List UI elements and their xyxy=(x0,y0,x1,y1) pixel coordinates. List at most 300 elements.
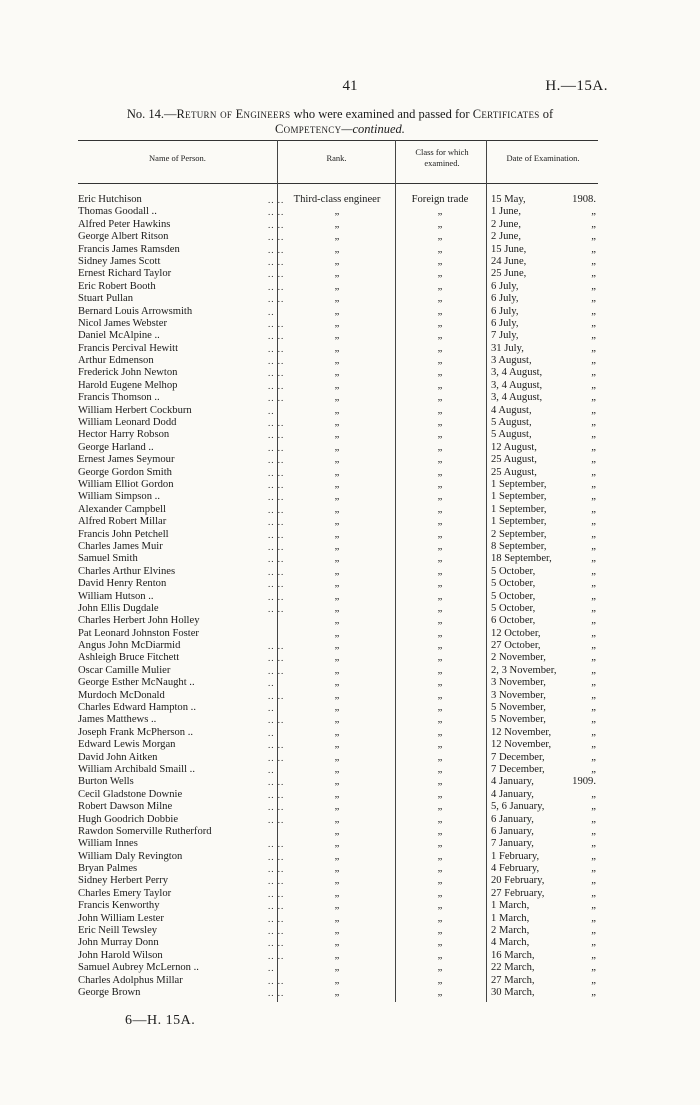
exam-year: „ xyxy=(591,441,596,453)
exam-date: 6 July, xyxy=(491,305,519,317)
class-cell: „ xyxy=(437,243,443,255)
exam-year: 1909. xyxy=(572,776,596,788)
class-cell: „ xyxy=(437,454,443,466)
rank-cell: „ xyxy=(334,553,340,565)
person-name: Joseph Frank McPherson .. xyxy=(78,726,194,738)
table-row xyxy=(0,975,700,987)
person-name: Thomas Goodall .. xyxy=(78,206,157,218)
rank-cell: „ xyxy=(334,763,340,775)
exam-year: „ xyxy=(591,640,596,652)
table-row xyxy=(0,541,700,553)
table-row xyxy=(0,429,700,441)
exam-date: 30 March, xyxy=(491,987,535,998)
class-cell: „ xyxy=(437,255,443,267)
class-cell: „ xyxy=(437,268,443,280)
person-name: William Archibald Smaill .. xyxy=(78,763,195,775)
rank-cell: „ xyxy=(334,702,340,714)
title-competency: Competency xyxy=(275,122,342,136)
table-row xyxy=(0,442,700,454)
person-name: Ernest James Seymour xyxy=(78,454,175,466)
exam-date: 5 August, xyxy=(491,417,532,429)
class-cell: „ xyxy=(437,565,443,577)
exam-year: 1908. xyxy=(572,194,596,205)
table-row xyxy=(0,764,700,776)
leader-dots: .. .. xyxy=(268,715,285,726)
person-name: Eric Hutchison xyxy=(78,194,142,205)
title-prefix: No. 14.— xyxy=(126,107,177,121)
rank-cell: „ xyxy=(334,875,340,887)
rank-cell: „ xyxy=(334,974,340,986)
exam-date: 3 November, xyxy=(491,689,546,701)
exam-date: 25 June, xyxy=(491,268,527,280)
class-cell: „ xyxy=(437,330,443,342)
leader-dots: .. .. xyxy=(268,690,285,701)
rank-cell: „ xyxy=(334,590,340,602)
class-cell: „ xyxy=(437,887,443,899)
person-name: John Harold Wilson xyxy=(78,949,163,961)
exam-date: 25 August, xyxy=(491,454,537,466)
person-name: George Esther McNaught .. xyxy=(78,677,195,689)
rank-cell: „ xyxy=(334,838,340,850)
table-row xyxy=(0,628,700,640)
table-row xyxy=(0,838,700,850)
rank-cell: „ xyxy=(334,850,340,862)
person-name: Francis Kenworthy xyxy=(78,900,160,912)
rank-cell: „ xyxy=(334,392,340,404)
table-row xyxy=(0,603,700,615)
exam-year: „ xyxy=(591,689,596,701)
class-cell: „ xyxy=(437,739,443,751)
exam-date: 27 February, xyxy=(491,887,545,899)
person-name: John Ellis Dugdale xyxy=(78,602,159,614)
person-name: Robert Dawson Milne xyxy=(78,801,173,813)
class-cell: „ xyxy=(437,664,443,676)
person-name: Samuel Smith xyxy=(78,553,138,565)
leader-dots: .. .. xyxy=(268,938,285,949)
rank-cell: „ xyxy=(334,863,340,875)
rank-cell: Third-class engineer xyxy=(293,194,381,205)
leader-dots: .. xyxy=(268,678,275,689)
class-cell: „ xyxy=(437,404,443,416)
class-cell: „ xyxy=(437,305,443,317)
exam-year: „ xyxy=(591,590,596,602)
leader-dots: .. .. xyxy=(268,517,285,528)
exam-year: „ xyxy=(591,516,596,528)
table-row xyxy=(0,318,700,330)
rank-cell: „ xyxy=(334,602,340,614)
exam-year: „ xyxy=(591,912,596,924)
leader-dots: .. .. xyxy=(268,368,285,379)
leader-dots: .. .. xyxy=(268,579,285,590)
exam-date: 3, 4 August, xyxy=(491,367,543,379)
table-row xyxy=(0,467,700,479)
rank-cell: „ xyxy=(334,627,340,639)
person-name: William Herbert Cockburn xyxy=(78,404,192,416)
exam-year: „ xyxy=(591,268,596,280)
rank-cell: „ xyxy=(334,689,340,701)
exam-year: „ xyxy=(591,342,596,354)
table-row xyxy=(0,244,700,256)
exam-date: 15 May, xyxy=(491,194,526,205)
exam-date: 6 January, xyxy=(491,825,534,837)
leader-dots: .. xyxy=(268,703,275,714)
exam-date: 31 July, xyxy=(491,342,524,354)
rank-cell: „ xyxy=(334,664,340,676)
person-name: Edward Lewis Morgan xyxy=(78,739,176,751)
exam-date: 12 November, xyxy=(491,726,552,738)
exam-date: 8 September, xyxy=(491,540,547,552)
leader-dots: .. .. xyxy=(268,901,285,912)
class-cell: „ xyxy=(437,231,443,243)
exam-year: „ xyxy=(591,763,596,775)
table-row xyxy=(0,925,700,937)
class-cell: „ xyxy=(437,293,443,305)
leader-dots: .. .. xyxy=(268,331,285,342)
person-name: Francis Thomson .. xyxy=(78,392,160,404)
person-name: Alfred Robert Millar xyxy=(78,516,167,528)
class-cell: „ xyxy=(437,900,443,912)
table-top-rule xyxy=(78,140,598,141)
leader-dots: .. .. xyxy=(268,653,285,664)
table-row xyxy=(0,875,700,887)
table-row xyxy=(0,417,700,429)
person-name: George Albert Ritson xyxy=(78,231,169,243)
leader-dots: .. xyxy=(268,727,275,738)
person-name: George Harland .. xyxy=(78,441,154,453)
leader-dots: .. .. xyxy=(268,244,285,255)
rank-cell: „ xyxy=(334,677,340,689)
title-middle: who were examined and passed for xyxy=(290,107,473,121)
table-row xyxy=(0,690,700,702)
class-cell: „ xyxy=(437,813,443,825)
leader-dots: .. .. xyxy=(268,504,285,515)
person-name: Ashleigh Bruce Fitchett xyxy=(78,652,180,664)
exam-date: 1 September, xyxy=(491,516,547,528)
exam-year: „ xyxy=(591,280,596,292)
exam-date: 12 October, xyxy=(491,627,541,639)
leader-dots: .. .. xyxy=(268,988,285,998)
table-row xyxy=(0,652,700,664)
person-name: William Innes xyxy=(78,838,138,850)
exam-year: „ xyxy=(591,231,596,243)
exam-date: 2 June, xyxy=(491,231,522,243)
title-return-of-engineers: Return of Engineers xyxy=(176,107,291,121)
exam-date: 7 January, xyxy=(491,838,534,850)
rank-cell: „ xyxy=(334,987,340,998)
exam-year: „ xyxy=(591,788,596,800)
exam-date: 2 September, xyxy=(491,528,547,540)
class-cell: „ xyxy=(437,503,443,515)
class-cell: „ xyxy=(437,987,443,998)
person-name: Francis James Ramsden xyxy=(78,243,180,255)
leader-dots: .. .. xyxy=(268,479,285,490)
class-cell: „ xyxy=(437,850,443,862)
table-row xyxy=(0,776,700,788)
rank-cell: „ xyxy=(334,565,340,577)
leader-dots: .. .. xyxy=(268,740,285,751)
rank-cell: „ xyxy=(334,962,340,974)
person-name: Charles James Muir xyxy=(78,540,163,552)
rank-cell: „ xyxy=(334,478,340,490)
column-header-rank: Rank. xyxy=(326,153,347,163)
exam-date: 1 September, xyxy=(491,478,547,490)
exam-date: 3, 4 August, xyxy=(491,379,543,391)
table-row xyxy=(0,306,700,318)
column-header-name: Name of Person. xyxy=(149,153,206,163)
exam-year: „ xyxy=(591,702,596,714)
leader-dots: .. .. xyxy=(268,802,285,813)
rank-cell: „ xyxy=(334,491,340,503)
rank-cell: „ xyxy=(334,912,340,924)
rank-cell: „ xyxy=(334,516,340,528)
person-name: Stuart Pullan xyxy=(78,293,134,305)
class-cell: „ xyxy=(437,838,443,850)
table-row xyxy=(0,330,700,342)
exam-date: 2, 3 November, xyxy=(491,664,557,676)
person-name: William Simpson .. xyxy=(78,491,160,503)
person-name: Pat Leonard Johnston Foster xyxy=(78,627,199,639)
exam-date: 5 November, xyxy=(491,714,546,726)
class-cell: „ xyxy=(437,392,443,404)
leader-dots: .. .. xyxy=(268,789,285,800)
exam-year: „ xyxy=(591,491,596,503)
exam-date: 6 July, xyxy=(491,293,519,305)
exam-date: 5 October, xyxy=(491,590,536,602)
exam-year: „ xyxy=(591,478,596,490)
table-row xyxy=(0,355,700,367)
rank-cell: „ xyxy=(334,218,340,230)
person-name: Harold Eugene Melhop xyxy=(78,379,178,391)
person-name: Samuel Aubrey McLernon .. xyxy=(78,962,199,974)
signature-mark: 6—H. 15A. xyxy=(125,1013,196,1028)
table-row xyxy=(0,987,700,999)
exam-year: „ xyxy=(591,528,596,540)
class-cell: „ xyxy=(437,962,443,974)
exam-date: 4 January, xyxy=(491,788,534,800)
person-name: Hugh Goodrich Dobbie xyxy=(78,813,179,825)
rank-cell: „ xyxy=(334,429,340,441)
exam-date: 7 December, xyxy=(491,763,545,775)
person-name: Sidney Herbert Perry xyxy=(78,875,169,887)
rank-cell: „ xyxy=(334,900,340,912)
exam-date: 3 August, xyxy=(491,355,532,367)
table-row xyxy=(0,752,700,764)
exam-date: 6 January, xyxy=(491,813,534,825)
leader-dots: .. .. xyxy=(268,269,285,280)
exam-date: 1 June, xyxy=(491,206,522,218)
exam-year: „ xyxy=(591,887,596,899)
table-row xyxy=(0,801,700,813)
rank-cell: „ xyxy=(334,342,340,354)
person-name: Arthur Edmenson xyxy=(78,355,154,367)
leader-dots: .. xyxy=(268,405,275,416)
rank-cell: „ xyxy=(334,788,340,800)
leader-dots: .. xyxy=(268,963,275,974)
exam-date: 2 March, xyxy=(491,925,530,937)
exam-year: „ xyxy=(591,466,596,478)
rank-cell: „ xyxy=(334,243,340,255)
exam-date: 4 January, xyxy=(491,776,534,788)
rank-cell: „ xyxy=(334,640,340,652)
exam-date: 7 December, xyxy=(491,751,545,763)
class-cell: „ xyxy=(437,491,443,503)
exam-date: 15 June, xyxy=(491,243,527,255)
class-cell: „ xyxy=(437,652,443,664)
person-name: Alfred Peter Hawkins xyxy=(78,218,171,230)
exam-year: „ xyxy=(591,330,596,342)
rank-cell: „ xyxy=(334,305,340,317)
table-row xyxy=(0,553,700,565)
person-name: Cecil Gladstone Downie xyxy=(78,788,183,800)
person-name: William Daly Revington xyxy=(78,850,183,862)
leader-dots: .. .. xyxy=(268,566,285,577)
leader-dots: .. .. xyxy=(268,975,285,986)
class-cell: „ xyxy=(437,379,443,391)
leader-dots: .. xyxy=(268,764,275,775)
person-name: James Matthews .. xyxy=(78,714,157,726)
exam-date: 6 July, xyxy=(491,280,519,292)
person-name: Daniel McAlpine .. xyxy=(78,330,160,342)
leader-dots: .. .. xyxy=(268,294,285,305)
exam-year: „ xyxy=(591,962,596,974)
person-name: Eric Robert Booth xyxy=(78,280,156,292)
exam-date: 6 July, xyxy=(491,317,519,329)
class-cell: „ xyxy=(437,590,443,602)
exam-year: „ xyxy=(591,305,596,317)
person-name: Hector Harry Robson xyxy=(78,429,170,441)
exam-date: 5 November, xyxy=(491,702,546,714)
rank-cell: „ xyxy=(334,937,340,949)
table-row xyxy=(0,343,700,355)
person-name: George Gordon Smith xyxy=(78,466,172,478)
rank-cell: „ xyxy=(334,739,340,751)
class-cell: „ xyxy=(437,949,443,961)
person-name: Frederick John Newton xyxy=(78,367,178,379)
table-header-rule xyxy=(78,183,598,184)
person-name: Sidney James Scott xyxy=(78,255,161,267)
rank-cell: „ xyxy=(334,540,340,552)
class-cell: „ xyxy=(437,441,443,453)
exam-date: 5 October, xyxy=(491,602,536,614)
rank-cell: „ xyxy=(334,231,340,243)
leader-dots: .. .. xyxy=(268,418,285,429)
class-cell: „ xyxy=(437,466,443,478)
exam-date: 16 March, xyxy=(491,949,535,961)
class-cell: „ xyxy=(437,689,443,701)
class-cell: „ xyxy=(437,714,443,726)
title-continued: —continued. xyxy=(341,122,405,136)
exam-year: „ xyxy=(591,677,596,689)
class-cell: „ xyxy=(437,776,443,788)
exam-year: „ xyxy=(591,540,596,552)
table-row xyxy=(0,392,700,404)
class-cell: „ xyxy=(437,528,443,540)
leader-dots: .. .. xyxy=(268,752,285,763)
class-cell: „ xyxy=(437,206,443,218)
class-cell: „ xyxy=(437,875,443,887)
rank-cell: „ xyxy=(334,293,340,305)
exam-year: „ xyxy=(591,417,596,429)
class-cell: „ xyxy=(437,702,443,714)
table-row xyxy=(0,405,700,417)
column-header-class: Class for which examined. xyxy=(415,147,469,168)
exam-date: 3, 4 August, xyxy=(491,392,543,404)
exam-year: „ xyxy=(591,317,596,329)
class-cell: „ xyxy=(437,937,443,949)
exam-year: „ xyxy=(591,925,596,937)
rank-cell: „ xyxy=(334,454,340,466)
person-name: Bernard Louis Arrowsmith xyxy=(78,305,193,317)
table-row xyxy=(0,293,700,305)
class-cell: „ xyxy=(437,417,443,429)
exam-year: „ xyxy=(591,367,596,379)
leader-dots: .. .. xyxy=(268,641,285,652)
leader-dots: .. .. xyxy=(268,864,285,875)
exam-date: 27 October, xyxy=(491,640,541,652)
exam-year: „ xyxy=(591,838,596,850)
rank-cell: „ xyxy=(334,801,340,813)
table-row xyxy=(0,677,700,689)
rank-cell: „ xyxy=(334,466,340,478)
class-cell: „ xyxy=(437,677,443,689)
leader-dots: .. .. xyxy=(268,256,285,267)
leader-dots: .. .. xyxy=(268,430,285,441)
rank-cell: „ xyxy=(334,726,340,738)
rank-cell: „ xyxy=(334,503,340,515)
exam-date: 1 March, xyxy=(491,912,530,924)
table-row xyxy=(0,640,700,652)
class-cell: „ xyxy=(437,974,443,986)
table-row xyxy=(0,615,700,627)
leader-dots: .. .. xyxy=(268,541,285,552)
person-name: Burton Wells xyxy=(78,776,134,788)
leader-dots: .. .. xyxy=(268,665,285,676)
rank-cell: „ xyxy=(334,825,340,837)
exam-date: 5 August, xyxy=(491,429,532,441)
class-cell: „ xyxy=(437,218,443,230)
person-name: Eric Neill Tewsley xyxy=(78,925,158,937)
exam-year: „ xyxy=(591,987,596,998)
exam-year: „ xyxy=(591,404,596,416)
leader-dots: .. .. xyxy=(268,814,285,825)
exam-year: „ xyxy=(591,602,596,614)
class-cell: „ xyxy=(437,317,443,329)
class-cell: „ xyxy=(437,355,443,367)
leader-dots: .. .. xyxy=(268,591,285,602)
exam-year: „ xyxy=(591,801,596,813)
rank-cell: „ xyxy=(334,317,340,329)
person-name: William Hutson .. xyxy=(78,590,154,602)
exam-date: 1 March, xyxy=(491,900,530,912)
rank-cell: „ xyxy=(334,417,340,429)
table-body xyxy=(0,194,700,999)
exam-year: „ xyxy=(591,813,596,825)
class-cell: „ xyxy=(437,751,443,763)
leader-dots: .. .. xyxy=(268,603,285,614)
exam-date: 4 February, xyxy=(491,863,540,875)
class-cell: „ xyxy=(437,615,443,627)
exam-year: „ xyxy=(591,293,596,305)
exam-year: „ xyxy=(591,218,596,230)
title-certificates: Certificates xyxy=(472,107,540,121)
exam-date: 5, 6 January, xyxy=(491,801,545,813)
exam-date: 12 August, xyxy=(491,441,537,453)
table-row xyxy=(0,566,700,578)
column-header-date: Date of Examination. xyxy=(506,153,580,163)
leader-dots: .. .. xyxy=(268,343,285,354)
table-row xyxy=(0,268,700,280)
table-row xyxy=(0,950,700,962)
